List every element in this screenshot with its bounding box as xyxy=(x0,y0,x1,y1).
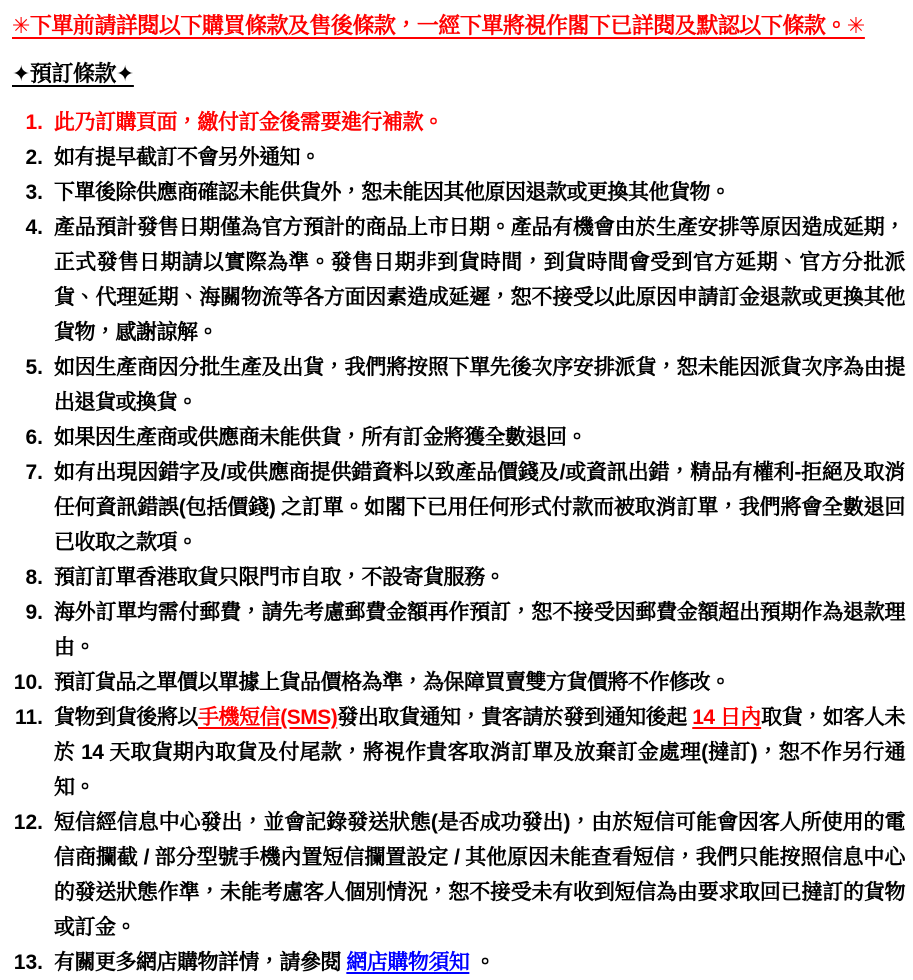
term-text-segment: 預訂貨品之單價以單據上貨品價格為準，為保障買賣雙方貨價將不作修改。 xyxy=(54,671,731,694)
term-text xyxy=(54,601,905,659)
term-number: 12. xyxy=(13,811,43,834)
term-item-11 xyxy=(10,700,905,805)
term-text xyxy=(54,216,905,344)
term-text xyxy=(54,146,321,169)
term-text xyxy=(54,951,495,974)
term-text-segment: 如有提早截訂不會另外通知。 xyxy=(54,146,321,169)
term-item-3 xyxy=(10,175,905,210)
sms-highlight: 手機短信(SMS) xyxy=(197,706,338,729)
term-item-10 xyxy=(10,665,905,700)
term-number: 6. xyxy=(25,426,43,449)
term-number: 13. xyxy=(13,951,43,974)
term-item-6 xyxy=(10,420,905,455)
term-text-segment: 取貨，如客人未於 14 天取貨期內取貨及付尾款，將視作貴客取消訂單及放棄訂金處理(撻訂)，恕不作另行通知。 xyxy=(54,706,906,799)
term-number: 5. xyxy=(25,356,43,379)
term-item-8 xyxy=(10,560,905,595)
term-item-9 xyxy=(10,595,905,665)
term-item-5 xyxy=(10,350,905,420)
term-text xyxy=(54,706,905,799)
term-number: 7. xyxy=(25,461,43,484)
term-number: 8. xyxy=(25,566,43,589)
term-text-segment: 此乃訂購頁面，繳付訂金後需要進行補款。 xyxy=(54,111,444,134)
term-text-segment: 如果因生產商或供應商未能供貨，所有訂金將獲全數退回。 xyxy=(54,426,587,449)
term-item-13 xyxy=(10,945,905,980)
term-text xyxy=(54,461,905,554)
terms-list xyxy=(10,105,905,980)
term-number: 2. xyxy=(25,146,43,169)
pickup-deadline-highlight: 14 日內 xyxy=(692,706,762,729)
term-number: 3. xyxy=(25,181,43,204)
term-item-1 xyxy=(10,105,905,140)
section-title-preorder-terms: ✦預訂條款✦ xyxy=(12,61,134,86)
term-text xyxy=(54,811,905,939)
term-text xyxy=(54,426,587,449)
term-text-segment: 有關更多網店購物詳情，請參閱 xyxy=(54,951,347,974)
purchase-notice-banner: ✳下單前請詳閱以下購買條款及售後條款，一經下單將視作閣下已詳閱及默認以下條款。✳ xyxy=(12,13,865,38)
term-number: 10. xyxy=(13,671,43,694)
term-text-segment: 下單後除供應商確認未能供貨外，恕未能因其他原因退款或更換其他貨物。 xyxy=(54,181,731,204)
term-item-4 xyxy=(10,210,905,350)
term-text-segment: 短信經信息中心發出，並會記錄發送狀態(是否成功發出)，由於短信可能會因客人所使用的電信商攔截 / 部分型號手機內置短信攔置設定 / 其他原因未能查看短信，我們只能按照信息中心的發送狀態作準，未能考慮客人個別情況，恕不接受未有收到短信為由要求取回已撻訂的貨物或訂金。 xyxy=(54,811,905,939)
shop-guide-link[interactable]: 網店購物須知 xyxy=(346,951,470,974)
term-text xyxy=(54,356,905,414)
term-text-segment: 產品預計發售日期僅為官方預計的商品上市日期。產品有機會由於生產安排等原因造成延期，正式發售日期請以實際為準。發售日期非到貨時間，到貨時間會受到官方延期、官方分批派貨、代理延期、海關物流等各方面因素造成延遲，恕不接受以此原因申請訂金退款或更換其他貨物，感謝諒解。 xyxy=(54,216,905,344)
term-text xyxy=(54,566,505,589)
term-text-segment: 如因生產商因分批生產及出貨，我們將按照下單先後次序安排派貨，恕未能因派貨次序為由提出退貨或換貨。 xyxy=(54,356,905,414)
term-text-segment: 。 xyxy=(469,951,496,974)
term-number: 9. xyxy=(25,601,43,624)
term-text xyxy=(54,181,731,204)
term-text-segment: 貨物到貨後將以 xyxy=(54,706,198,729)
term-text-segment: 發出取貨通知，貴客請於發到通知後起 xyxy=(337,706,693,729)
term-item-7 xyxy=(10,455,905,560)
term-number: 1. xyxy=(25,111,43,134)
term-item-12 xyxy=(10,805,905,945)
term-text-segment: 海外訂單均需付郵費，請先考慮郵費金額再作預訂，恕不接受因郵費金額超出預期作為退款理由。 xyxy=(54,601,905,659)
term-text-segment: 預訂訂單香港取貨只限門市自取，不設寄貨服務。 xyxy=(54,566,505,589)
term-text xyxy=(54,111,444,134)
term-text-segment: 如有出現因錯字及/或供應商提供錯資料以致產品價錢及/或資訊出錯，精品有權利-拒絕及取消任何資訊錯誤(包括價錢) 之訂單。如閣下已用任何形式付款而被取消訂單，我們將會全數退回已收取之款項。 xyxy=(54,461,905,554)
term-number: 4. xyxy=(25,216,43,239)
term-text xyxy=(54,671,731,694)
term-number: 11. xyxy=(14,706,43,729)
term-item-2 xyxy=(10,140,905,175)
